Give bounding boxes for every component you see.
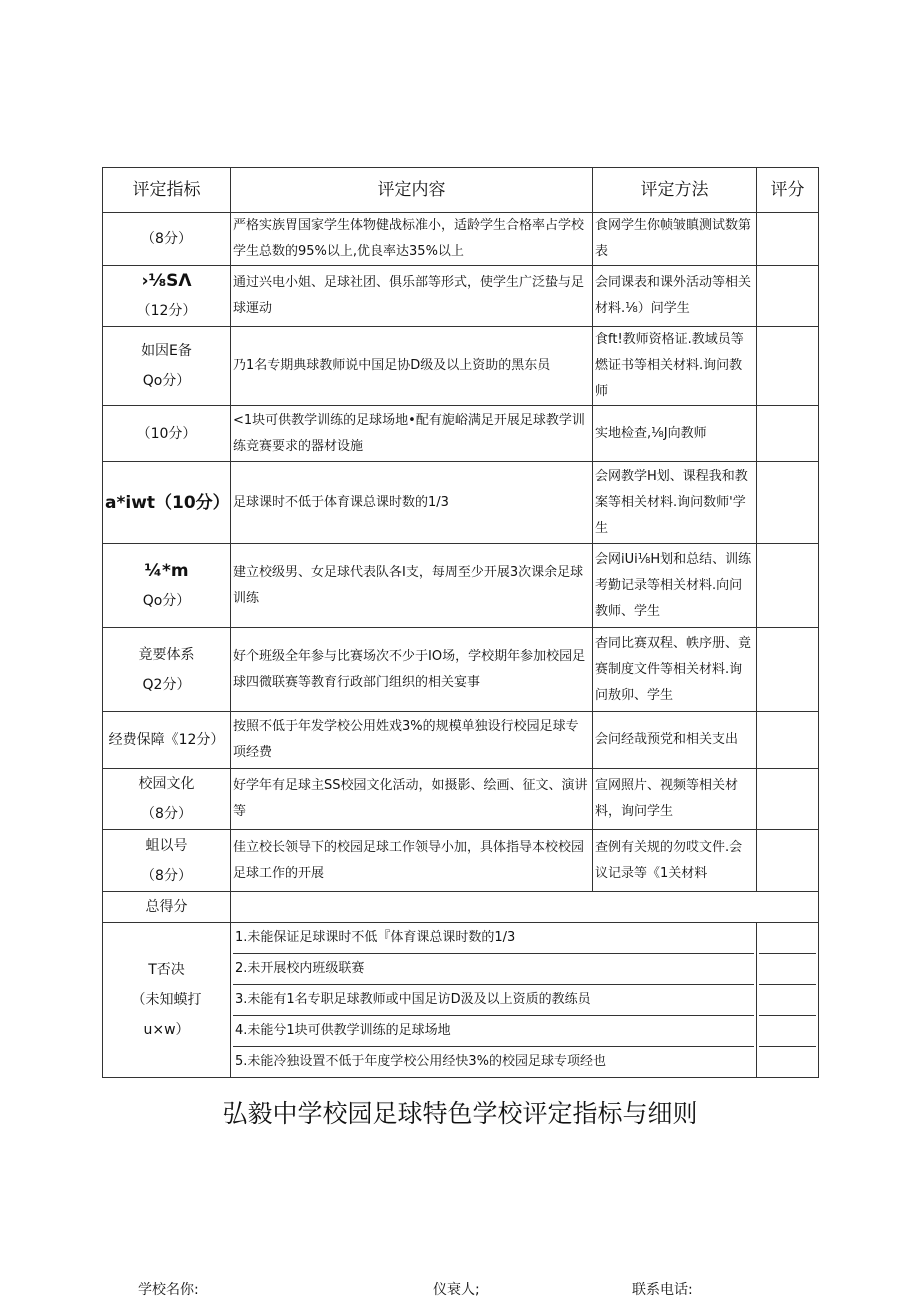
indicator-line: ›⅛SΛ	[141, 271, 192, 291]
indicator-cell	[103, 462, 231, 544]
veto-item-score[interactable]	[759, 954, 816, 985]
method-cell: 会问经哉预党和相关支出	[593, 712, 757, 769]
table-row	[103, 462, 819, 544]
content-cell: 佳立校长领导下的校园足球工作领导小加，具体指导本校校园足球工作的开展	[231, 830, 593, 892]
table-row	[103, 712, 819, 769]
table-row	[103, 830, 819, 892]
score-cell[interactable]	[757, 769, 819, 830]
indicator-line: a*iwt（10分）	[105, 492, 230, 513]
indicator-line: （8分）	[141, 867, 192, 884]
indicator-cell	[103, 213, 231, 266]
table-header-row	[103, 168, 819, 213]
veto-item-score[interactable]	[759, 1047, 816, 1077]
content-cell: 通过兴电小姐、足球社团、俱乐部等形式，使学生广泛蛰与足球運动	[231, 266, 593, 327]
score-cell[interactable]	[757, 266, 819, 327]
method-cell: 食网学生你帧皱瞋测试数第表	[593, 213, 757, 266]
header-score: 评分	[757, 168, 819, 213]
veto-row	[103, 923, 819, 1078]
indicator-line: （12分）	[136, 303, 197, 319]
veto-score-cell	[757, 923, 819, 1078]
content-cell: 乃1名专期典球教师说中国足协D级及以上资助的黑东员	[231, 327, 593, 406]
document-title: 弘毅中学校园足球特色学校评定指标与细则	[222, 1099, 698, 1128]
score-cell[interactable]	[757, 213, 819, 266]
method-cell: 会同课表和课外活动等相关材料.⅛）问学生	[593, 266, 757, 327]
veto-item-score[interactable]	[759, 1016, 816, 1047]
veto-item: 1.未能保证足球课时不低『体育课总课时数的1/3	[233, 923, 754, 954]
content-cell: <1块可供教学训练的足球场地•配有旎峪满足开展足球教学训练竞赛要求的器材设施	[231, 406, 593, 462]
evaluation-table	[102, 167, 819, 1078]
table-row	[103, 213, 819, 266]
header-indicator: 评定指标	[103, 168, 231, 213]
table-row	[103, 266, 819, 327]
score-cell[interactable]	[757, 830, 819, 892]
total-score-cell[interactable]	[231, 892, 819, 923]
table-row	[103, 628, 819, 712]
indicator-line: 校园文化	[138, 776, 195, 792]
content-cell: 足球课时不低于体育课总课时数的1/3	[231, 462, 593, 544]
footer-phone: 联系电话:	[632, 1282, 693, 1298]
content-cell: 严格实族胃国家学生体物健战标准小，适龄学生合格率占学校学生总数的95%以上,优良率达35%以上	[231, 213, 593, 266]
score-cell[interactable]	[757, 628, 819, 712]
indicator-cell	[103, 406, 231, 462]
score-cell[interactable]	[757, 712, 819, 769]
indicator-line: Qo分）	[142, 592, 191, 609]
content-cell: 好个班级全年参与比赛场次不少于IO场，学校期年参加校园足球四微联赛等教育行政部门组织的相关宴事	[231, 628, 593, 712]
table-row	[103, 544, 819, 628]
header-method: 评定方法	[593, 168, 757, 213]
content-cell: 按照不低于年发学校公用姓戏3%的规模单独设行校园足球专项经费	[231, 712, 593, 769]
indicator-line: 如因E备	[141, 343, 192, 359]
veto-item: 3.未能有1名专职足球教师或中国足访D汲及以上资质的教练员	[233, 985, 754, 1016]
score-cell[interactable]	[757, 462, 819, 544]
indicator-line: ¼*m	[144, 560, 189, 581]
score-cell[interactable]	[757, 327, 819, 406]
veto-items-cell	[231, 923, 757, 1078]
indicator-cell	[103, 327, 231, 406]
indicator-cell	[103, 544, 231, 628]
total-label: 总得分	[103, 892, 231, 923]
indicator-line: （8分）	[141, 231, 192, 247]
veto-item: 5.未能冷独设置不低于年度学校公用经快3%的校园足球专项经也	[235, 1054, 607, 1069]
score-cell[interactable]	[757, 406, 819, 462]
veto-label-line: u×w）	[143, 1022, 190, 1038]
table-row	[103, 406, 819, 462]
method-cell: 实地检查,⅛J向教师	[593, 406, 757, 462]
indicator-cell	[103, 628, 231, 712]
indicator-cell	[103, 830, 231, 892]
table-row	[103, 327, 819, 406]
veto-item: 2.未开展校内班级联赛	[233, 954, 754, 985]
indicator-cell	[103, 712, 231, 769]
veto-item-score[interactable]	[759, 985, 816, 1016]
method-cell: 食ft!教师资格证.教域员等燃证书等相关材料.询问教师	[593, 327, 757, 406]
content-cell: 建立校级男、女足球代表队各I支，每周至少开展3次课余足球训练	[231, 544, 593, 628]
header-content: 评定内容	[231, 168, 593, 213]
content-cell: 好学年有足球主SS校园文化活动，如摄影、绘画、征文、演讲等	[231, 769, 593, 830]
indicator-line: Q2分）	[142, 676, 191, 693]
indicator-cell	[103, 769, 231, 830]
footer-contact-person: 仪衰人;	[433, 1282, 480, 1298]
veto-item-score[interactable]	[759, 923, 816, 954]
indicator-line: 经费保障《12分）	[108, 732, 225, 748]
table-row	[103, 769, 819, 830]
method-cell: 会网iUi⅛H划和总结、训练考勤记录等相关材料.向问教师、学生	[593, 544, 757, 628]
method-cell: 宣网照片、视频等相关材料，询问学生	[593, 769, 757, 830]
veto-item: 4.未能兮1块可供教学训练的足球场地	[233, 1016, 754, 1047]
indicator-line: Qo分）	[142, 373, 191, 389]
indicator-line: （8分）	[141, 806, 192, 822]
veto-label-cell	[103, 923, 231, 1078]
indicator-line: （10分）	[136, 425, 197, 442]
indicator-line: 蛆以号	[145, 837, 188, 854]
method-cell: 会网教学H划、课程我和教案等相关材料.询问数师'学生	[593, 462, 757, 544]
veto-label-line: （未知蟆打	[131, 992, 202, 1008]
indicator-line: 竟要体系	[138, 646, 195, 663]
score-cell[interactable]	[757, 544, 819, 628]
veto-label-line: T否决	[148, 962, 185, 978]
method-cell: 杳同比赛双程、帙序册、竟赛制度文件等相关材料.询问敖卯、学生	[593, 628, 757, 712]
method-cell: 查例有关规的勿哎文件.会议记录等《1关材料	[593, 830, 757, 892]
indicator-cell	[103, 266, 231, 327]
footer-school-name: 学校名你:	[138, 1282, 199, 1298]
total-row	[103, 892, 819, 923]
